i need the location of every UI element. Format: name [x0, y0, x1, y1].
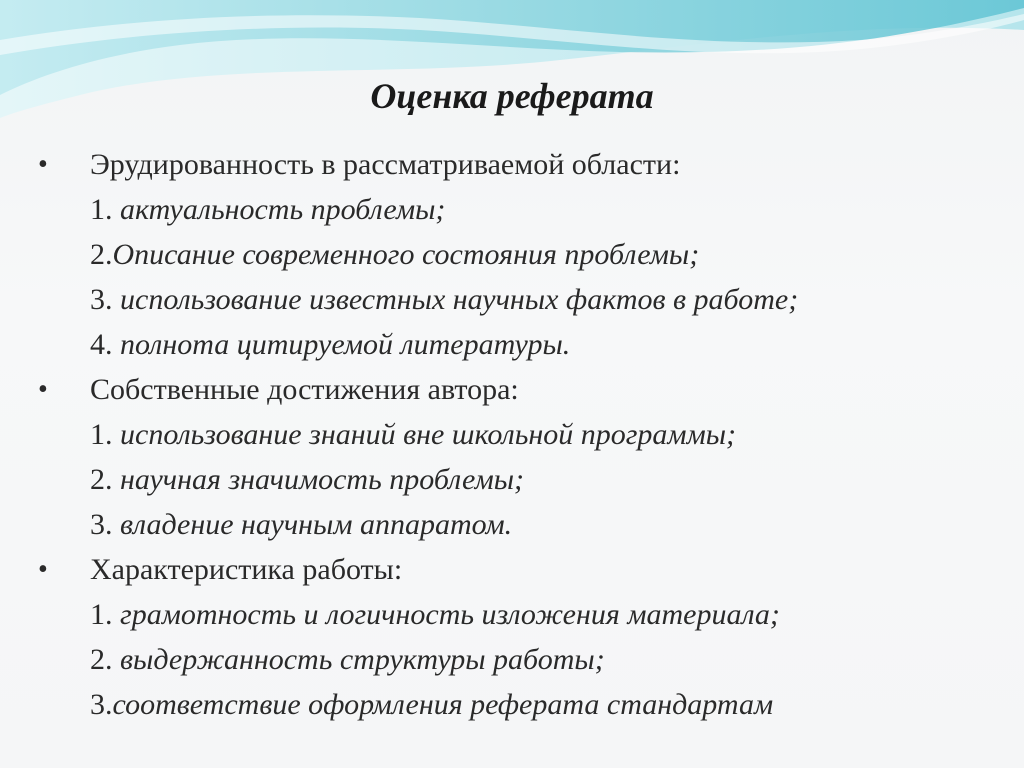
list-item — [30, 322, 1010, 367]
section-heading: Собственные достижения автора: — [90, 373, 519, 406]
list-item — [30, 682, 1010, 727]
item-number: 2. — [90, 463, 120, 496]
section-heading: Характеристика работы: — [90, 553, 403, 586]
list-item — [30, 232, 1010, 277]
item-text: актуальность проблемы; — [120, 193, 446, 226]
item-number: 1. — [90, 418, 120, 451]
list-item — [30, 187, 1010, 232]
item-text: владение научным аппаратом. — [120, 508, 513, 541]
item-text: Описание современного состояния проблемы; — [112, 238, 700, 271]
slide-title: Оценка реферата — [370, 76, 654, 116]
item-text: соответствие оформления реферата стандартам — [112, 688, 774, 721]
bullet-icon: • — [38, 149, 48, 180]
section-heading: Эрудированность в рассматриваемой области: — [90, 148, 681, 181]
bullet-icon: • — [38, 374, 48, 405]
section-achievements — [30, 367, 1010, 547]
item-number: 3. — [90, 508, 120, 541]
item-text: использование известных научных фактов в работе; — [120, 283, 799, 316]
list-item — [30, 637, 1010, 682]
item-number: 1. — [90, 193, 120, 226]
list-item — [30, 277, 1010, 322]
list-item — [30, 592, 1010, 637]
item-number: 2. — [90, 238, 113, 271]
list-item — [30, 412, 1010, 457]
item-text: научная значимость проблемы; — [120, 463, 525, 496]
section-characteristics — [30, 547, 1010, 727]
item-text: выдержанность структуры работы; — [120, 643, 605, 676]
bullet-icon: • — [38, 554, 48, 585]
list-item — [30, 457, 1010, 502]
item-number: 3. — [90, 283, 120, 316]
item-number: 2. — [90, 643, 120, 676]
bullet-row — [30, 547, 1010, 592]
item-number: 3. — [90, 688, 113, 721]
bullet-row — [30, 367, 1010, 412]
item-text: полнота цитируемой литературы. — [120, 328, 571, 361]
list-item — [30, 502, 1010, 547]
slide-content — [30, 142, 1010, 727]
item-text: использование знаний вне школьной программы; — [120, 418, 737, 451]
item-number: 1. — [90, 598, 120, 631]
section-erudition — [30, 142, 1010, 367]
item-text: грамотность и логичность изложения материала; — [120, 598, 780, 631]
item-number: 4. — [90, 328, 120, 361]
bullet-row — [30, 142, 1010, 187]
